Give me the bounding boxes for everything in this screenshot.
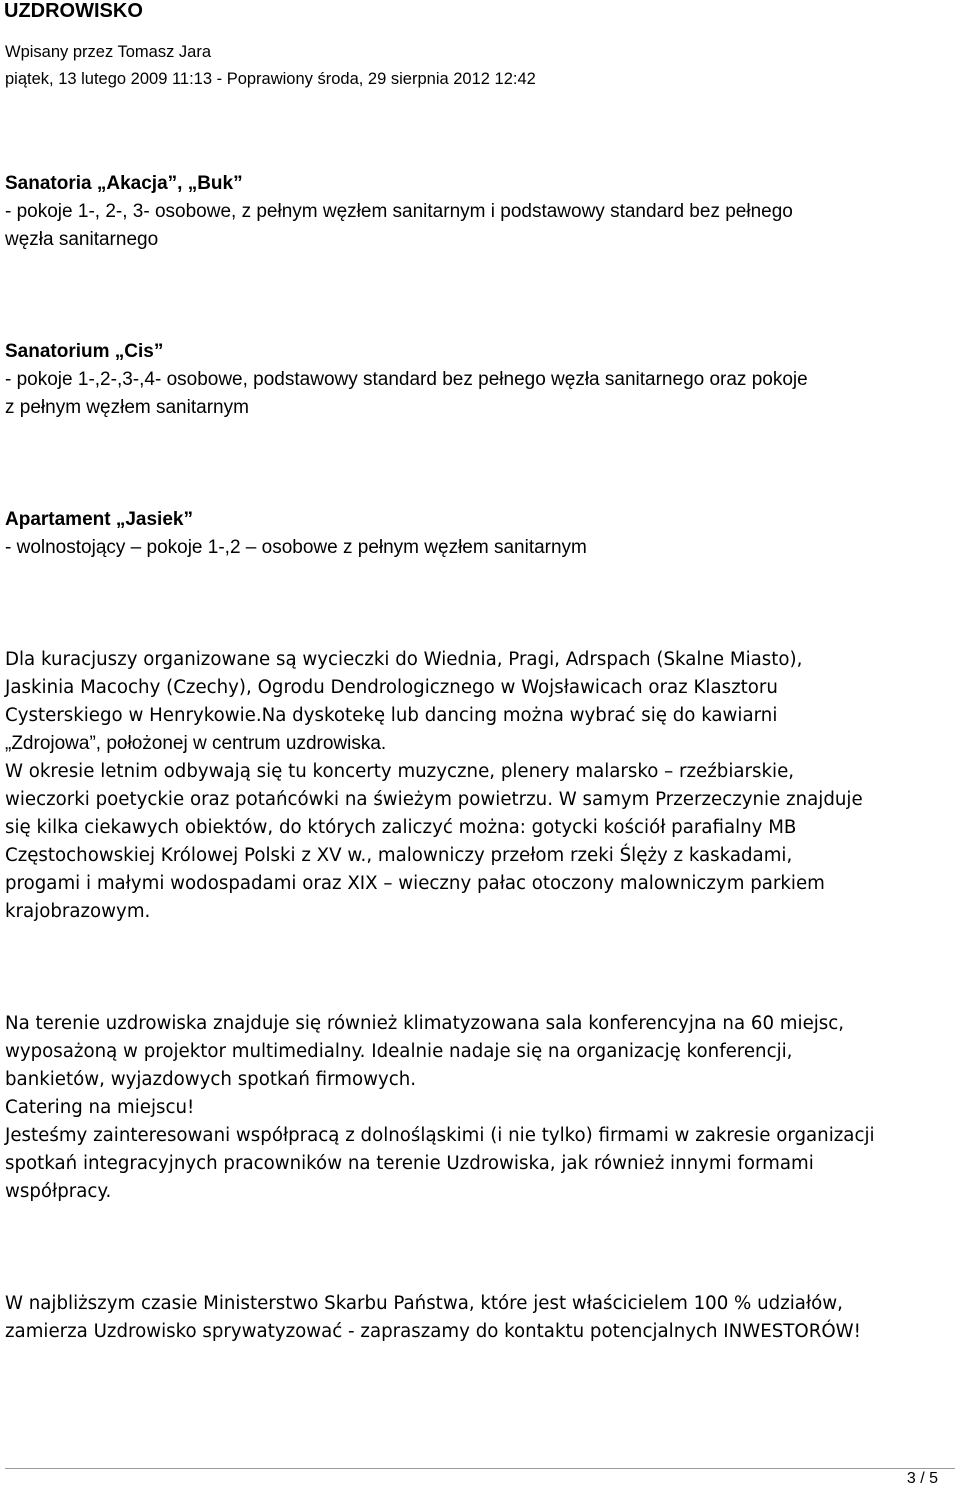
text-line: współpracy. (5, 1181, 112, 1202)
author-line: Wpisany przez Tomasz Jara (5, 43, 212, 61)
text-line: węzła sanitarnego (5, 229, 159, 250)
text-line: Catering na miejscu! (5, 1097, 195, 1118)
text-line: Jaskinia Macochy (Czechy), Ogrodu Dendrologicznego w Wojsławicach oraz Klasztoru (5, 677, 778, 698)
text-line: „Zdrojowa”, położonej w centrum uzdrowiska. (5, 733, 387, 754)
text-line: Na terenie uzdrowiska znajduje się również klimatyzowana sala konferencyjna na 60 miejsc, (5, 1013, 845, 1034)
text-line: W najbliższym czasie Ministerstwo Skarbu Państwa, które jest właścicielem 100 % udziałów, (5, 1293, 843, 1314)
page-title: UZDROWISKO (4, 0, 143, 22)
text-line: bankietów, wyjazdowych spotkań firmowych. (5, 1069, 417, 1090)
text-line: zamierza Uzdrowisko sprywatyzować - zapraszamy do kontaktu potencjalnych INWESTORÓW! (5, 1321, 861, 1342)
text-line: się kilka ciekawych obiektów, do których zaliczyć można: gotycki kościół parafialny MB (5, 817, 797, 838)
text-line: krajobrazowym. (5, 901, 151, 922)
page-number: 3 / 5 (906, 1470, 938, 1487)
text-line: - wolnostojący – pokoje 1-,2 – osobowe z pełnym węzłem sanitarnym (5, 537, 587, 558)
text-line: Jesteśmy zainteresowani współpracą z dolnośląskimi (i nie tylko) firmami w zakresie organizacji (5, 1125, 875, 1146)
section-heading: Sanatorium „Cis” (5, 341, 164, 362)
text-line: progami i małymi wodospadami oraz XIX – wieczny pałac otoczony malowniczym parkiem (5, 873, 825, 894)
text-line: wyposażoną w projektor multimedialny. Idealnie nadaje się na organizację konferencji, (5, 1041, 793, 1062)
section-heading: Sanatoria „Akacja”, „Buk” (5, 173, 243, 194)
date-line: piątek, 13 lutego 2009 11:13 - Poprawiony środa, 29 sierpnia 2012 12:42 (5, 70, 536, 88)
text-line: - pokoje 1-, 2-, 3- osobowe, z pełnym węzłem sanitarnym i podstawowy standard bez pełnego (5, 201, 793, 222)
text-line: - pokoje 1-,2-,3-,4- osobowe, podstawowy standard bez pełnego węzła sanitarnego oraz pokoje (5, 369, 808, 390)
text-line: W okresie letnim odbywają się tu koncerty muzyczne, plenery malarsko – rzeźbiarskie, (5, 761, 795, 782)
text-line: Dla kuracjuszy organizowane są wycieczki do Wiednia, Pragi, Adrspach (Skalne Miasto), (5, 649, 803, 670)
text-line: wieczorki poetyckie oraz potańcówki na świeżym powietrzu. W samym Przerzeczynie znajduje (5, 789, 863, 810)
text-line: spotkań integracyjnych pracowników na terenie Uzdrowiska, jak również innymi formami (5, 1153, 814, 1174)
text-line: Częstochowskiej Królowej Polski z XV w., malowniczy przełom rzeki Ślęży z kaskadami, (5, 845, 793, 866)
text-line: z pełnym węzłem sanitarnym (5, 397, 249, 418)
section-heading: Apartament „Jasiek” (5, 509, 193, 530)
text-line: Cysterskiego w Henrykowie.Na dyskotekę lub dancing można wybrać się do kawiarni (5, 705, 778, 726)
footer-divider (5, 1468, 955, 1469)
